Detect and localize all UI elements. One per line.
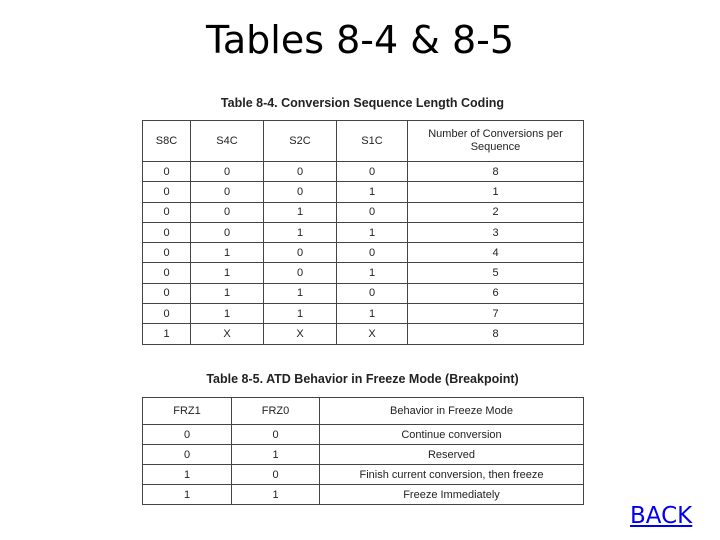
column-header: Behavior in Freeze Mode [320, 398, 584, 425]
table-row [143, 304, 584, 324]
table-header-row [143, 121, 584, 162]
table-cell: X [264, 324, 337, 344]
table-8-4-caption: Table 8-4. Conversion Sequence Length Coding [220, 96, 505, 110]
table-cell: 0 [191, 182, 264, 202]
table-cell: 0 [337, 162, 408, 182]
table-cell: 0 [337, 202, 408, 222]
table-row [143, 485, 584, 505]
table-cell: 1 [264, 202, 337, 222]
table-cell: 0 [191, 222, 264, 242]
column-header: FRZ0 [232, 398, 320, 425]
table-cell: 0 [143, 182, 191, 202]
table-cell: 1 [337, 182, 408, 202]
table-cell: 0 [143, 283, 191, 303]
table-cell: 1 [264, 304, 337, 324]
table-cell: Freeze Immediately [320, 485, 584, 505]
table-header-row [143, 398, 584, 425]
table-cell: 1 [143, 485, 232, 505]
table-cell: 1 [191, 243, 264, 263]
table-cell: 0 [191, 162, 264, 182]
table-cell: 1 [143, 465, 232, 485]
table-cell: Finish current conversion, then freeze [320, 465, 584, 485]
table-cell: 0 [143, 202, 191, 222]
table-cell: 7 [408, 304, 584, 324]
table-row [143, 162, 584, 182]
table-cell: 0 [337, 283, 408, 303]
table-row [143, 222, 584, 242]
table-cell: 1 [191, 263, 264, 283]
table-cell: 1 [264, 283, 337, 303]
table-cell: 1 [191, 304, 264, 324]
table-cell: 1 [337, 222, 408, 242]
table-cell: Continue conversion [320, 425, 584, 445]
table-cell: 1 [337, 304, 408, 324]
slide-title: Tables 8-4 & 8-5 [205, 18, 515, 62]
back-link[interactable]: BACK [630, 503, 693, 529]
table-row [143, 243, 584, 263]
column-header: S1C [337, 121, 408, 162]
table-cell: X [191, 324, 264, 344]
table-cell: 0 [143, 304, 191, 324]
table-cell: 0 [232, 465, 320, 485]
table-row [143, 465, 584, 485]
table-row [143, 202, 584, 222]
table-cell: 0 [191, 202, 264, 222]
table-cell: 1 [264, 222, 337, 242]
table-cell: 0 [143, 425, 232, 445]
table-cell: 0 [337, 243, 408, 263]
table-cell: 1 [143, 324, 191, 344]
column-header: S8C [143, 121, 191, 162]
table-row [143, 425, 584, 445]
table-cell: 0 [143, 243, 191, 263]
table-cell: 0 [143, 222, 191, 242]
table-cell: Reserved [320, 445, 584, 465]
table-cell: 2 [408, 202, 584, 222]
table-cell: 1 [232, 485, 320, 505]
table-cell: 6 [408, 283, 584, 303]
column-header: FRZ1 [143, 398, 232, 425]
table-cell: 0 [143, 263, 191, 283]
table-cell: 8 [408, 162, 584, 182]
column-header: S4C [191, 121, 264, 162]
table-cell: 0 [264, 162, 337, 182]
table-cell: 0 [264, 182, 337, 202]
table-cell: 1 [337, 263, 408, 283]
table-row [143, 324, 584, 344]
table-cell: 0 [143, 162, 191, 182]
table-cell: 1 [232, 445, 320, 465]
table-cell: 3 [408, 222, 584, 242]
table-cell: 1 [191, 283, 264, 303]
conversion-sequence-length-table [142, 120, 584, 345]
freeze-mode-behavior-table [142, 397, 584, 505]
table-cell: 8 [408, 324, 584, 344]
table-cell: 0 [264, 263, 337, 283]
table-cell: X [337, 324, 408, 344]
table-row [143, 283, 584, 303]
table-cell: 5 [408, 263, 584, 283]
table-cell: 0 [143, 445, 232, 465]
table-cell: 0 [264, 243, 337, 263]
column-header: Number of Conversions per Sequence [408, 121, 584, 162]
table-row [143, 263, 584, 283]
table-cell: 1 [408, 182, 584, 202]
table-cell: 4 [408, 243, 584, 263]
table-row [143, 445, 584, 465]
column-header: S2C [264, 121, 337, 162]
table-8-5-caption: Table 8-5. ATD Behavior in Freeze Mode (Breakpoint) [206, 372, 519, 386]
table-cell: 0 [232, 425, 320, 445]
table-row [143, 182, 584, 202]
